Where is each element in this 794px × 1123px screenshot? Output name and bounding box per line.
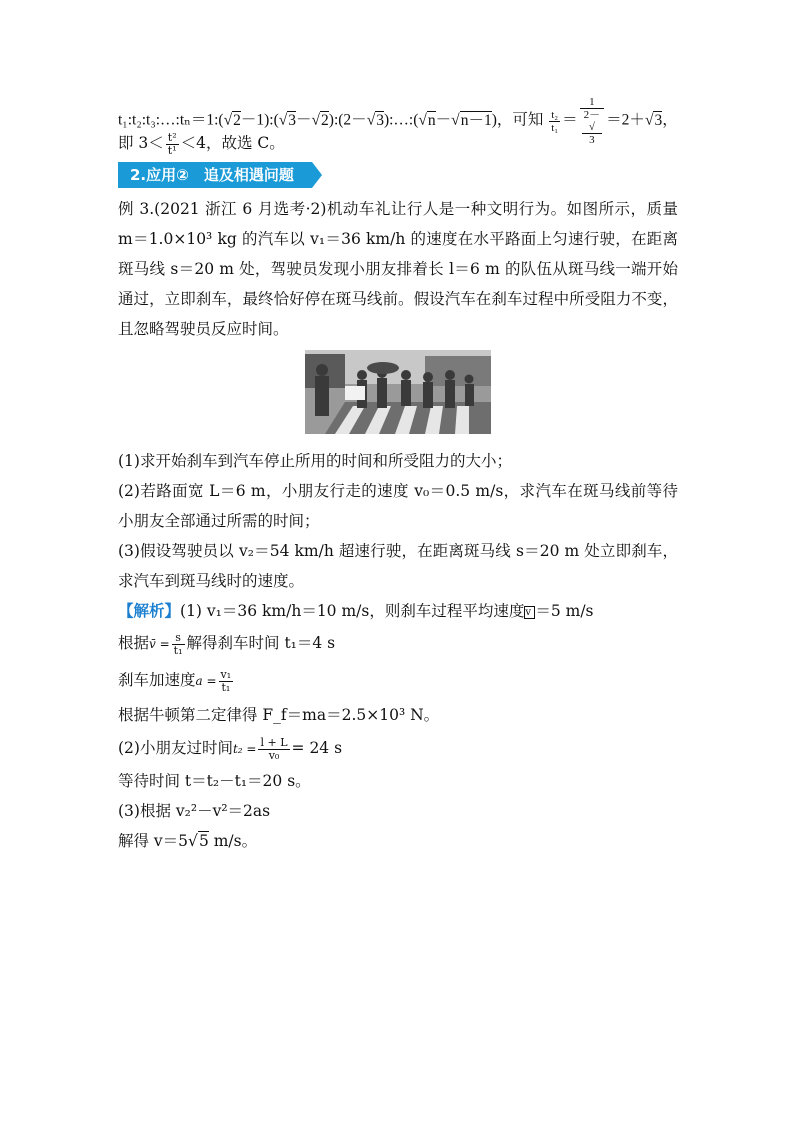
frac-den-root: 3 xyxy=(582,133,603,146)
conclusion-post: ＜4，故选 C。 xyxy=(180,134,285,152)
frac-den-pre: 2－ xyxy=(583,109,601,121)
question-3: (3)假设驾驶员以 v₂＝54 km/h 超速行驶，在距离斑马线 s＝20 m 处立即刹车，求汽车到斑马线时的速度。 xyxy=(118,542,678,590)
sqrt-n-1: n－1 xyxy=(460,111,492,129)
equals-2-plus: ＝2＋ xyxy=(606,111,645,129)
solution-text: (1) v₁＝36 km/h＝10 m/s，则刹车过程平均速度 xyxy=(180,602,525,620)
frac-num: 1 xyxy=(580,96,605,109)
ratio-part: ):…:( xyxy=(383,111,419,129)
conclusion-fraction xyxy=(166,132,179,157)
formula-lhs: a = xyxy=(195,674,217,688)
frac-den: t₁ xyxy=(173,643,183,657)
fraction-v1-t1 xyxy=(219,669,234,694)
figure xyxy=(118,350,678,438)
formula-lhs: v̄ = xyxy=(149,637,170,651)
frac-den: 2－ √ 3 xyxy=(583,109,601,146)
solution-text: 解得 v＝5 xyxy=(118,832,189,850)
solution-line-6: 等待时间 t＝t₂－t₁＝20 s。 xyxy=(118,772,311,790)
solution-tag: 【解析】 xyxy=(118,601,181,620)
fraction-s-t1 xyxy=(172,632,185,657)
frac-num: v₁ xyxy=(220,667,232,681)
sqrt-3b: 3 xyxy=(376,111,384,129)
frac-den: v₀ xyxy=(268,748,280,762)
conclusion-line xyxy=(118,126,678,160)
solution-text: 解得刹车时间 t₁＝4 s xyxy=(186,634,336,652)
solution-line-5 xyxy=(118,730,678,766)
frac-den: t¹ xyxy=(167,143,177,157)
crosswalk-photo xyxy=(305,350,491,434)
ratio-part: )，可知 xyxy=(491,111,544,129)
solution-line-3 xyxy=(118,660,678,700)
sqrt-3c: 3 xyxy=(654,111,663,129)
solution-text: 刹车加速度 xyxy=(118,671,196,689)
example-problem: 例 3.(2021 浙江 6 月选考·2)机动车礼让行人是一种文明行为。如图所示，质量 m＝1.0×10³ kg 的汽车以 v₁＝36 km/h 的速度在水平路面上匀速行驶，在距离斑马线 s＝20 m 处，驾驶员发现小朋友排着长 l＝6 m 的队伍从斑马线一端开始通过，立即刹车，最终恰好停在斑马线前。假设汽车在刹车过程中所受阻力不变，且忽略驾驶员反应时间。 xyxy=(118,200,678,338)
solution-text: 根据 xyxy=(118,634,150,652)
document-page xyxy=(118,96,678,856)
solution-line-7: (3)根据 v₂²－v²＝2as xyxy=(118,802,271,820)
ratio-part: ):(2－ xyxy=(328,111,367,129)
comma: ， xyxy=(662,111,678,129)
ratio-part: － xyxy=(296,111,312,129)
solution-line-8: 解得 v＝5√5 m/s。 xyxy=(118,832,258,850)
conclusion-pre: 即 3＜ xyxy=(118,134,164,152)
question-2: (2)若路面宽 L＝6 m，小朋友行走的速度 v₀＝0.5 m/s，求汽车在斑马线前等待小朋友全部通过所需的时间； xyxy=(118,482,678,530)
sqrt-3: 3 xyxy=(288,111,297,129)
solution-line-1 xyxy=(118,596,678,626)
solution-text: ＝5 m/s xyxy=(535,602,594,620)
solution-text: (2)小朋友过时间 xyxy=(118,739,233,757)
solution-text: = 24 s xyxy=(291,739,343,757)
sqrt-n: n xyxy=(427,111,436,129)
frac-num: t₂ xyxy=(551,108,559,121)
ratio-part: －1):( xyxy=(240,111,279,129)
frac-num: s xyxy=(172,632,185,645)
section-heading: 2.应用② 追及相遇问题 xyxy=(118,162,312,188)
frac-num: l + L xyxy=(260,735,288,749)
fraction-l-plus-L xyxy=(258,737,289,762)
frac-den: t₁ xyxy=(221,680,231,694)
frac-den: t₁ xyxy=(551,121,559,134)
sqrt-2: 2 xyxy=(233,111,241,129)
solution-line-2 xyxy=(118,626,678,660)
solution-text: m/s。 xyxy=(208,832,258,850)
sqrt-2b: 2 xyxy=(321,111,329,129)
equals: ＝ xyxy=(562,111,578,129)
question-1: (1)求开始刹车到汽车停止所用的时间和所受阻力的大小； xyxy=(118,452,512,470)
formula-lhs: t₂ = xyxy=(232,742,257,756)
sqrt-5: 5 xyxy=(198,832,209,850)
solution-line-4: 根据牛顿第二定律得 F_f＝ma＝2.5×10³ N。 xyxy=(118,706,440,724)
ratio-prefix: t₁:t₂:t₃:…:tₙ＝1:( xyxy=(118,111,224,129)
average-velocity-box: v xyxy=(524,606,535,619)
frac-num: t² xyxy=(167,130,177,144)
ratio-part: － xyxy=(435,111,452,129)
ratio-formula-line: t₁:t₂:t₃:…:tₙ＝1:(√2－1):(√3－√2):(2－√3):…:(√n－√n－1)，可知 $\frac{\text{t₂}}{\text{t₁}}$ ＝ 1 2－ √ 3 ＝2＋√3， xyxy=(118,96,678,146)
